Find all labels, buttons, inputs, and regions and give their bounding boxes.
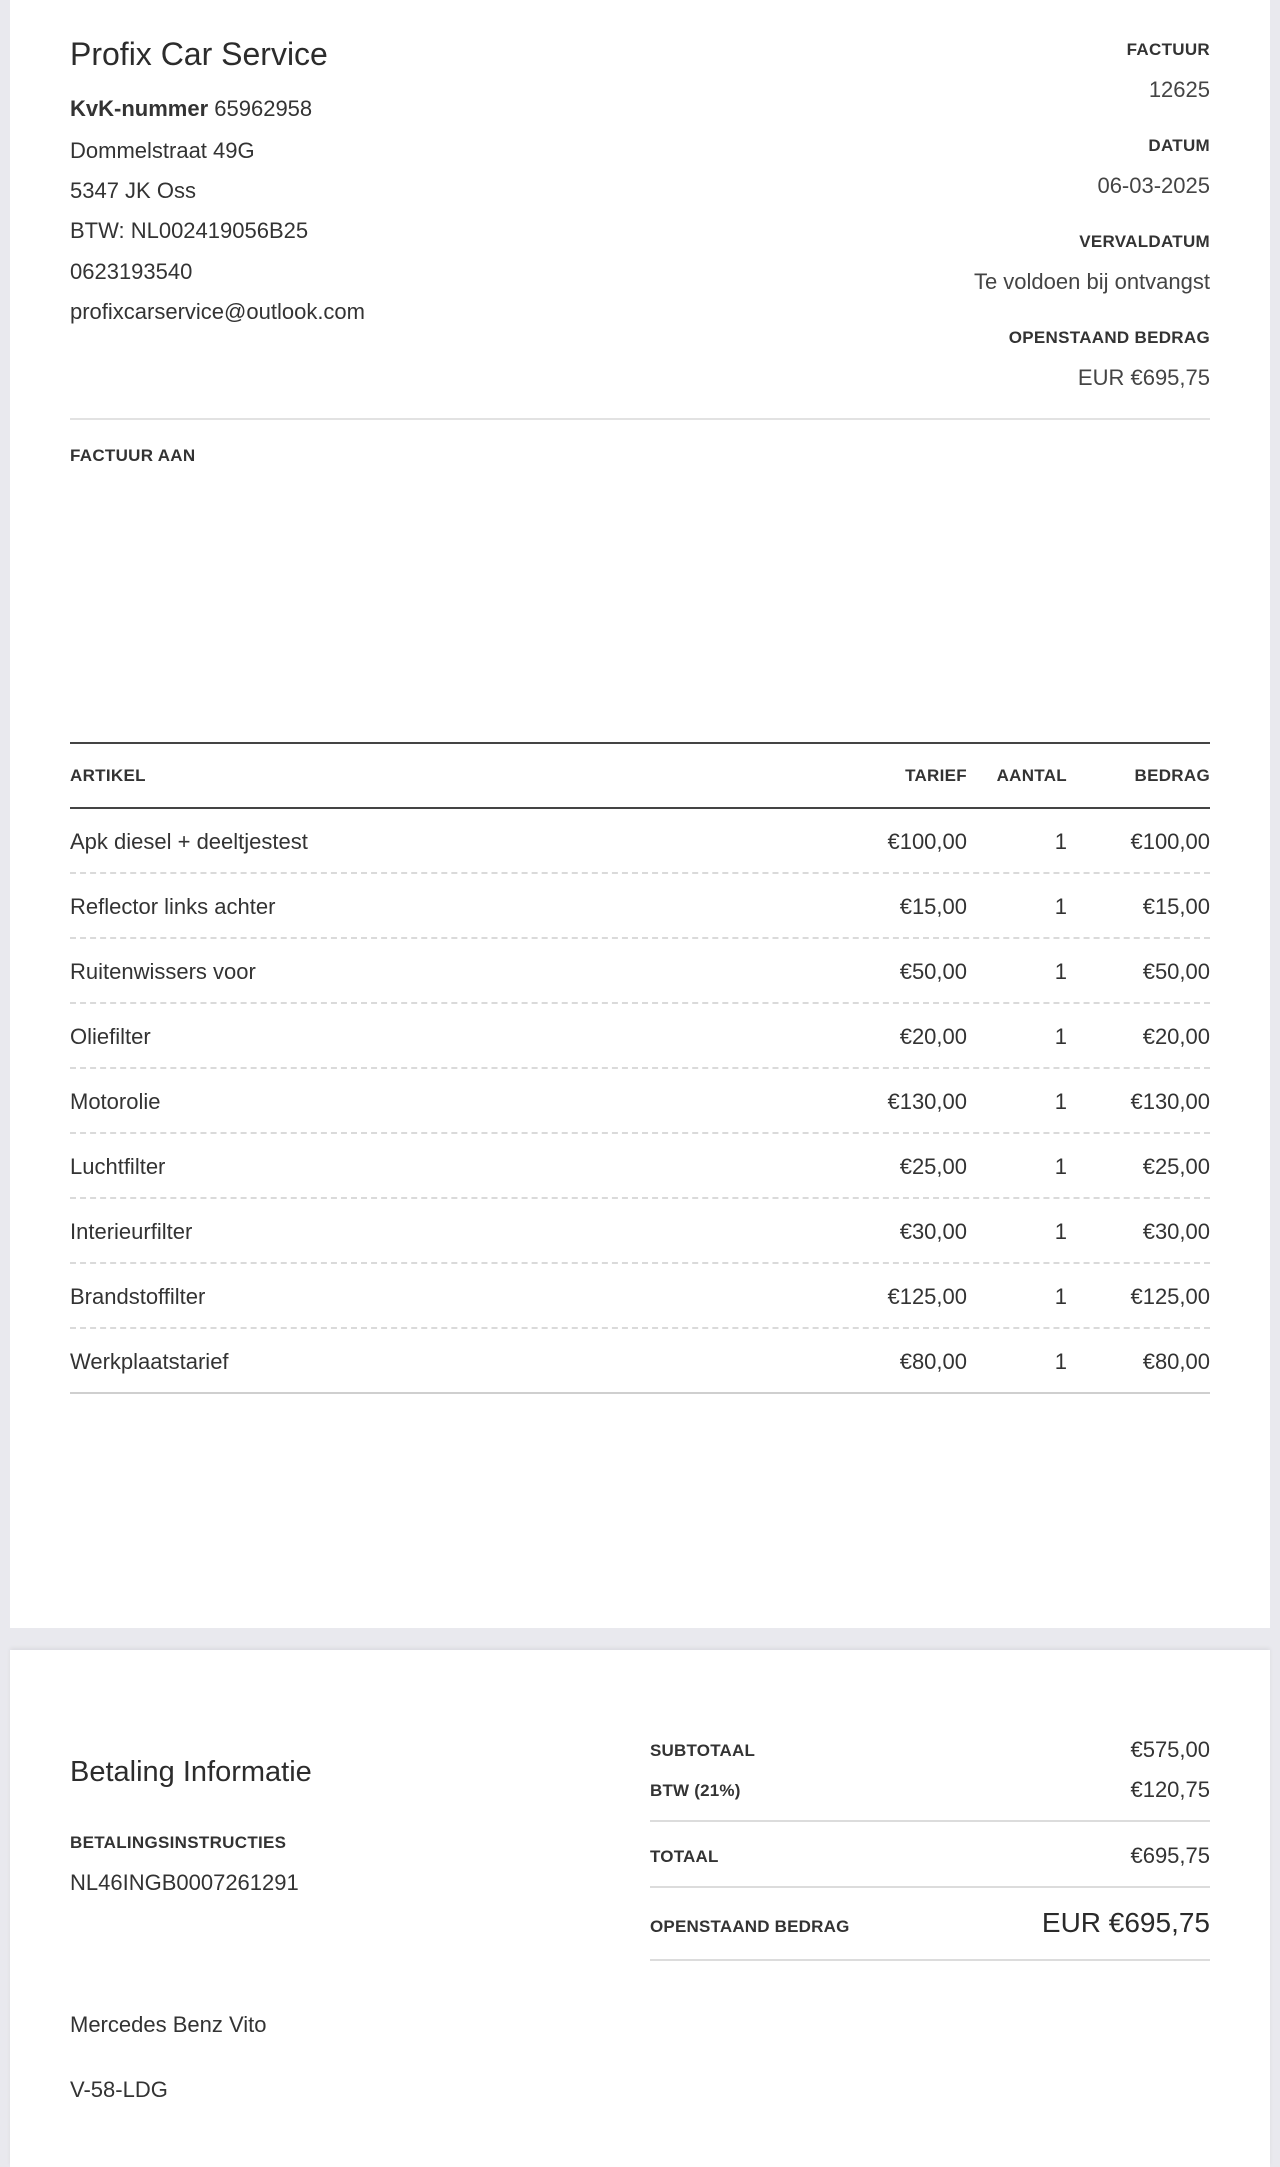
item-rate: €130,00	[887, 1089, 967, 1114]
summary-divider-2	[650, 1886, 1210, 1888]
item-amount: €100,00	[1130, 829, 1210, 854]
item-qty: 1	[1054, 959, 1067, 984]
invoice-page-2	[10, 1650, 1270, 2167]
item-amount: €125,00	[1130, 1284, 1210, 1309]
total-label: TOTAAL	[650, 1847, 719, 1866]
company-name: Profix Car Service	[70, 36, 328, 72]
vat-label: BTW (21%)	[650, 1781, 741, 1800]
payment-title: Betaling Informatie	[70, 1756, 312, 1788]
item-rate: €20,00	[899, 1024, 967, 1049]
subtotal-label: SUBTOTAAL	[650, 1741, 756, 1760]
invoice-number-label: FACTUUR	[1126, 40, 1210, 59]
table-row	[70, 874, 1210, 939]
item-amount: €25,00	[1142, 1154, 1210, 1179]
vehicle-model: Mercedes Benz Vito	[70, 2012, 267, 2037]
item-name: Oliefilter	[70, 1024, 151, 1049]
table-row	[70, 1264, 1210, 1329]
item-rate: €15,00	[899, 894, 967, 919]
item-name: Motorolie	[70, 1089, 161, 1114]
license-plate: V-58-LDG	[70, 2077, 168, 2102]
col-header-bedrag: BEDRAG	[1134, 766, 1210, 785]
table-row	[70, 1329, 1210, 1394]
col-header-aantal: AANTAL	[996, 766, 1067, 785]
item-qty: 1	[1054, 894, 1067, 919]
item-name: Ruitenwissers voor	[70, 959, 256, 984]
payment-instructions-label: BETALINGSINSTRUCTIES	[70, 1833, 287, 1852]
col-header-tarief: TARIEF	[905, 766, 967, 785]
outstanding-value: EUR €695,75	[1077, 365, 1210, 390]
company-phone: 0623193540	[70, 259, 193, 284]
table-row	[70, 1199, 1210, 1264]
outstanding-label: OPENSTAAND BEDRAG	[1008, 328, 1210, 347]
date-value: 06-03-2025	[1097, 173, 1210, 198]
item-amount: €130,00	[1130, 1089, 1210, 1114]
subtotal-value: €575,00	[1130, 1737, 1210, 1762]
table-row	[70, 1004, 1210, 1069]
header-divider	[70, 418, 1210, 420]
item-qty: 1	[1054, 1284, 1067, 1309]
item-qty: 1	[1054, 1024, 1067, 1049]
table-row	[70, 939, 1210, 1004]
due-date-value: Te voldoen bij ontvangst	[973, 269, 1210, 294]
item-amount: €15,00	[1142, 894, 1210, 919]
item-qty: 1	[1054, 1349, 1067, 1374]
item-qty: 1	[1054, 1219, 1067, 1244]
table-top-rule	[70, 742, 1210, 744]
item-rate: €100,00	[887, 829, 967, 854]
company-btw: BTW: NL002419056B25	[70, 218, 309, 243]
summary-divider-3	[650, 1959, 1210, 1961]
date-label: DATUM	[1148, 136, 1210, 155]
row-divider	[70, 1392, 1210, 1394]
company-email: profixcarservice@outlook.com	[70, 299, 365, 324]
invoice-page-1	[10, 0, 1270, 1628]
kvk-value: 65962958	[214, 96, 313, 121]
outstanding-summary-value: EUR €695,75	[1041, 1907, 1210, 1938]
item-name: Reflector links achter	[70, 894, 276, 919]
item-rate: €80,00	[899, 1349, 967, 1374]
iban: NL46INGB0007261291	[70, 1870, 299, 1895]
invoice-number-value: 12625	[1148, 77, 1210, 102]
summary-divider-1	[650, 1820, 1210, 1822]
item-name: Werkplaatstarief	[70, 1349, 229, 1374]
company-postal-city: 5347 JK Oss	[70, 178, 196, 203]
item-qty: 1	[1054, 829, 1067, 854]
item-name: Interieurfilter	[70, 1219, 193, 1244]
kvk-label: KvK-nummer	[70, 96, 209, 121]
item-rate: €25,00	[899, 1154, 967, 1179]
table-row	[70, 1069, 1210, 1134]
table-row	[70, 809, 1210, 874]
item-name: Apk diesel + deeltjestest	[70, 829, 308, 854]
total-value: €695,75	[1130, 1843, 1210, 1868]
due-date-label: VERVALDATUM	[1079, 232, 1210, 251]
kvk-line	[70, 96, 312, 122]
item-amount: €50,00	[1142, 959, 1210, 984]
item-rate: €50,00	[899, 959, 967, 984]
item-qty: 1	[1054, 1089, 1067, 1114]
company-street: Dommelstraat 49G	[70, 138, 255, 163]
item-rate: €125,00	[887, 1284, 967, 1309]
bill-to-label: FACTUUR AAN	[70, 446, 196, 465]
item-rate: €30,00	[899, 1219, 967, 1244]
table-row	[70, 1134, 1210, 1199]
item-name: Brandstoffilter	[70, 1284, 206, 1309]
outstanding-summary-label: OPENSTAAND BEDRAG	[650, 1917, 850, 1936]
item-name: Luchtfilter	[70, 1154, 166, 1179]
item-amount: €30,00	[1142, 1219, 1210, 1244]
vat-value: €120,75	[1130, 1777, 1210, 1802]
item-amount: €20,00	[1142, 1024, 1210, 1049]
col-header-artikel: ARTIKEL	[70, 766, 146, 785]
item-qty: 1	[1054, 1154, 1067, 1179]
item-amount: €80,00	[1142, 1349, 1210, 1374]
